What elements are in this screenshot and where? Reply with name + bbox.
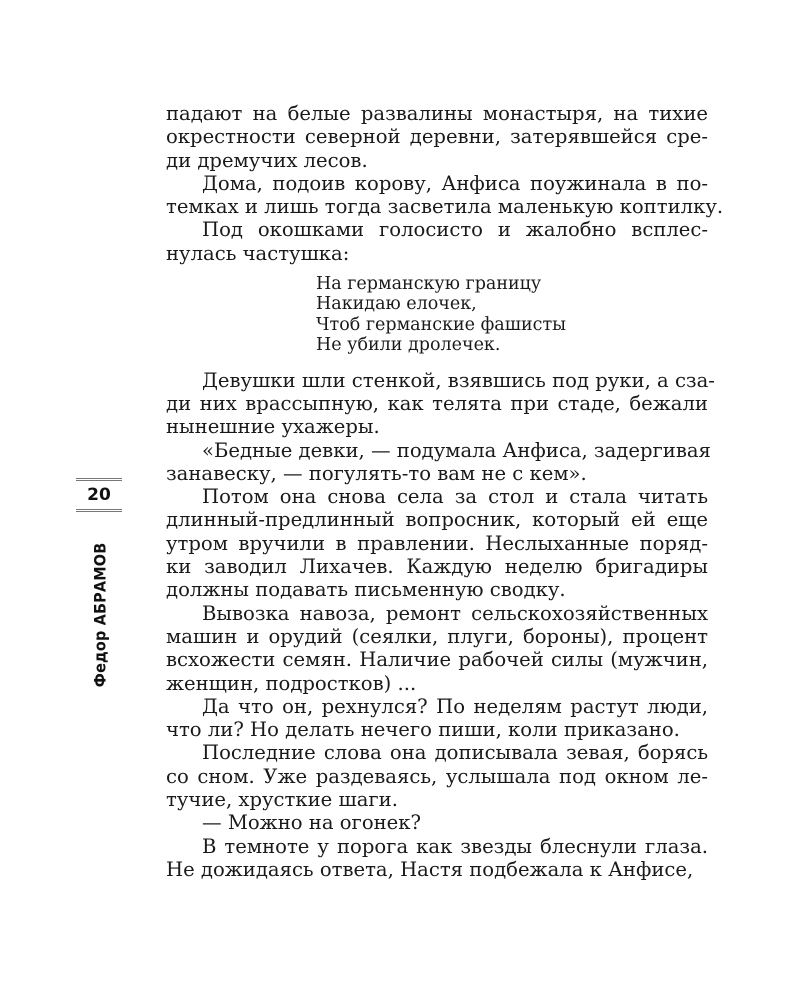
text-line: утром вручили в правлении. Неслыханные поряд- xyxy=(166,531,708,555)
text-line: что ли? Но делать нечего пиши, коли приказано. xyxy=(166,718,680,742)
text-line: Потом она снова села за стол и стала читать xyxy=(202,485,708,509)
text-line: окрестности северной деревни, затерявшейся сре- xyxy=(166,125,708,149)
paragraph xyxy=(166,102,708,172)
text-line: занавеску, — погулять-то вам не с кем». xyxy=(166,461,587,485)
page-number-block xyxy=(76,478,122,514)
page-number: 20 xyxy=(87,485,111,505)
paragraph xyxy=(166,218,708,265)
text-line: темках и лишь тогда засветила маленькую коптилку. xyxy=(166,195,724,219)
paragraph xyxy=(166,171,724,219)
text-line: Последние слова она дописывала зевая, борясь xyxy=(202,741,708,765)
text-line: Девушки шли стенкой, взявшись под руки, а сза- xyxy=(202,368,715,392)
paragraph xyxy=(166,438,711,486)
text-line: Дома, подоив корову, Анфиса поужинала в по- xyxy=(202,171,708,195)
text-line: нынешние ухажеры. xyxy=(166,415,380,439)
verse-line: На германскую границу xyxy=(316,274,542,295)
paragraph xyxy=(166,695,708,742)
body-text xyxy=(166,102,724,881)
running-head-author: Федор АБРАМОВ xyxy=(90,542,110,688)
text-line: должны подавать письменную сводку. xyxy=(166,578,566,602)
paragraphs-after-verse xyxy=(166,368,715,882)
text-line: нулась частушка: xyxy=(166,241,350,265)
text-line: Не дожидаясь ответа, Настя подбежала к Анфисе, xyxy=(166,857,694,881)
text-line: падают на белые развалины монастыря, на тихие xyxy=(166,102,708,125)
verse-block xyxy=(166,274,708,356)
text-line: В темноте у порога как звезды блеснули глаза. xyxy=(202,834,708,858)
text-line: длинный-предлинный вопросник, который ей еще xyxy=(166,508,708,532)
text-line: ди них врассыпную, как телята при стаде, бежали xyxy=(166,392,708,415)
text-line: со сном. Уже раздеваясь, услышала под окном ле- xyxy=(166,764,708,788)
paragraph xyxy=(166,741,708,811)
text-line: всхожести семян. Наличие рабочей силы (мужчин, xyxy=(166,648,708,672)
paragraph xyxy=(166,811,708,834)
paragraph xyxy=(166,368,715,439)
verse-line: Накидаю елочек, xyxy=(316,294,477,315)
text-line: Да что он, рехнулся? По неделям растут люди, xyxy=(202,694,708,718)
text-line: — Можно на огонек? xyxy=(202,811,422,835)
text-line: машин и орудий (сеялки, плуги, бороны), процент xyxy=(166,624,708,648)
text-line: ди дремучих лесов. xyxy=(166,148,368,172)
paragraph xyxy=(166,602,708,695)
page-number-rule-top xyxy=(76,478,122,481)
verse-line: Чтоб германские фашисты xyxy=(316,314,567,335)
verse-line: Не убили дролечек. xyxy=(316,335,501,356)
paragraph xyxy=(166,835,708,882)
paragraph xyxy=(166,485,708,601)
text-line: Вывозка навоза, ремонт сельскохозяйственных xyxy=(202,601,708,625)
text-line: женщин, подростков) ... xyxy=(166,671,417,695)
text-line: тучие, хрусткие шаги. xyxy=(166,788,398,812)
text-line: Под окошками голосисто и жалобно всплес- xyxy=(202,218,708,242)
paragraphs-before-verse xyxy=(166,102,724,265)
page-number-rule-bottom xyxy=(76,509,122,512)
text-line: ки заводил Лихачев. Каждую неделю бригадиры xyxy=(166,555,708,579)
text-line: «Бедные девки, — подумала Анфиса, задергивая xyxy=(202,438,711,462)
